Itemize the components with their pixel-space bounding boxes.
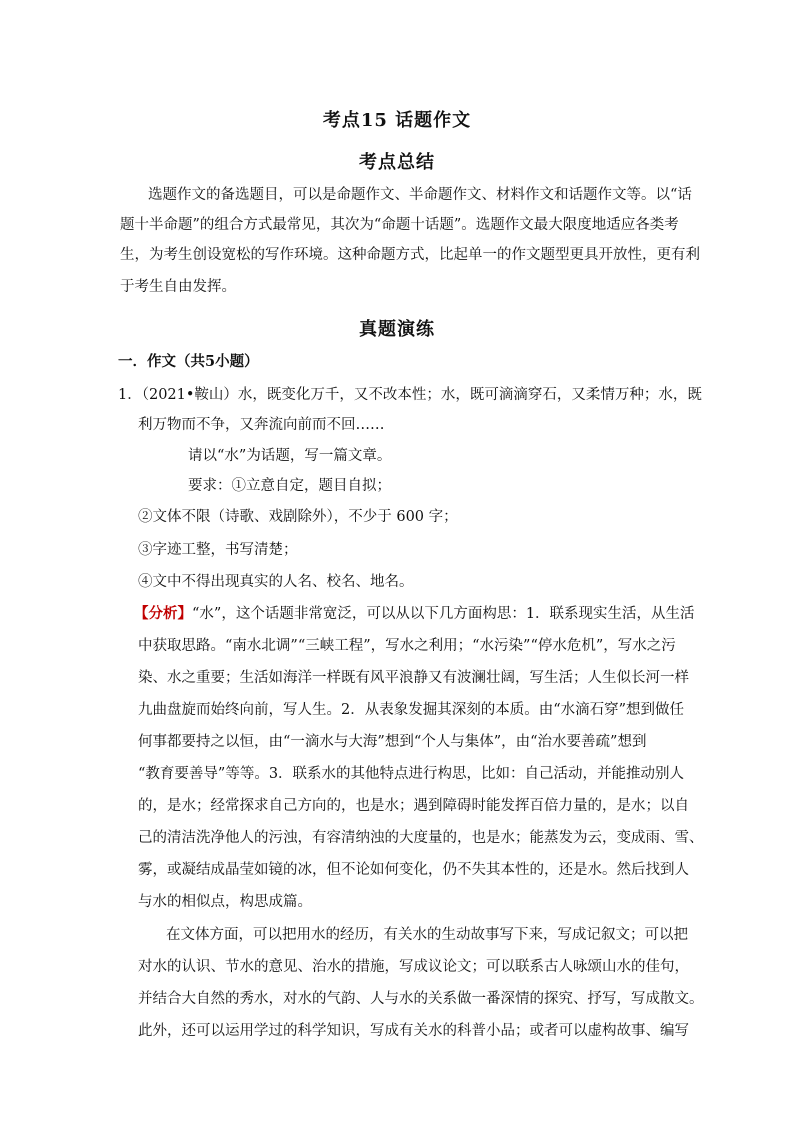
analysis-line: 何事都要持之以恒，由“一滴水与大海”想到“个人与集体”，由“治水要善疏”想到 — [138, 734, 647, 750]
summary-line: 生，为考生创设宽松的写作环境。这种命题方式，比起单一的作文题型更具开放性，更有利 — [120, 247, 700, 263]
analysis-line: 中获取思路。“南水北调”“三峡工程”，写水之利用；“水污染”“停水危机”，写水之污 — [138, 638, 676, 654]
analysis-tag: 【分析】 — [134, 605, 192, 622]
section-heading-practice: 真题演练 — [359, 319, 435, 340]
requirement-line: ③字迹工整，书写清楚； — [138, 542, 298, 558]
paragraph-line: 此外，还可以运用学过的科学知识，写成有关水的科普小品；或者可以虚构故事、编写 — [138, 1023, 689, 1039]
analysis-first-line — [134, 604, 695, 624]
analysis-line: “教育要善导”等等。3．联系水的其他特点进行构思，比如：自己活动，并能推动别人 — [138, 766, 685, 782]
paragraph-line: 对水的认识、节水的意见、治水的措施，写成议论文；可以联系古人咏颂山水的佳句， — [138, 959, 689, 975]
requirement-line: ④文中不得出现真实的人名、校名、地名。 — [138, 574, 414, 590]
prompt-line: 请以“水”为话题，写一篇文章。 — [188, 448, 392, 464]
question-line: 1．（2021•鞍山）水，既变化万千，又不改本性；水，既可滴滴穿石，又柔情万种；水，既 — [118, 387, 702, 403]
summary-line: 题十半命题”的组合方式最常见，其次为“命题十话题”。选题作文最大限度地适应各类考 — [120, 217, 679, 233]
requirement-line: ②文体不限（诗歌、戏剧除外），不少于 600 字； — [138, 509, 458, 525]
analysis-line: 九曲盘旋而始终向前，写人生。2．从表象发掘其深刻的本质。由“水滴石穿”想到做任 — [138, 702, 685, 718]
paragraph-line: 并结合大自然的秀水，对水的气韵、人与水的关系做一番深情的探究、抒写，写成散文。 — [138, 991, 704, 1007]
question-line: 利万物而不争，又奔流向前而不回…… — [138, 417, 385, 433]
analysis-text: “水”，这个话题非常宽泛，可以从以下几方面构思：1．联系现实生活，从生活 — [192, 606, 695, 622]
paragraph-line: 在文体方面，可以把用水的经历，有关水的生动故事写下来，写成记叙文；可以把 — [166, 927, 688, 943]
analysis-line: 雾，或凝结成晶莹如镜的冰，但不论如何变化，仍不失其本性的，还是水。然后找到人 — [138, 862, 689, 878]
analysis-line: 己的清洁洗净他人的污浊，有容清纳浊的大度量的，也是水；能蒸发为云，变成雨、雪、 — [138, 830, 704, 846]
part-heading: 一．作文（共5小题） — [118, 353, 259, 370]
analysis-line: 的，是水；经常探求自己方向的，也是水；遇到障碍时能发挥百倍力量的，是水；以自 — [138, 798, 689, 814]
analysis-line: 染、水之重要；生活如海洋一样既有风平浪静又有波澜壮阔，写生活；人生似长河一样 — [138, 670, 689, 686]
summary-line: 选题作文的备选题目，可以是命题作文、半命题作文、材料作文和话题作文等。以“话 — [148, 187, 692, 203]
section-heading-summary: 考点总结 — [359, 152, 435, 173]
requirement-line: 要求：①立意自定，题目自拟； — [188, 478, 391, 494]
page-title: 考点15 话题作文 — [322, 110, 472, 131]
analysis-line: 与水的相似点，构思成篇。 — [138, 894, 312, 910]
summary-line: 于考生自由发挥。 — [120, 279, 236, 295]
